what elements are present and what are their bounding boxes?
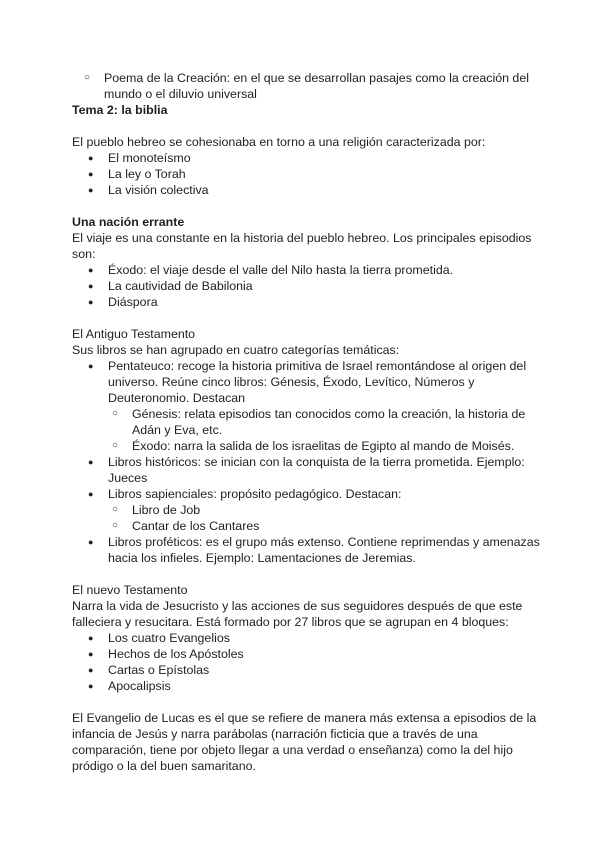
heading-antiguo-testamento: El Antiguo Testamento [72,327,196,341]
list-item-text: Apocalipsis [108,679,171,693]
list-item-text: Poema de la Creación: en el que se desarrollan pasajes como la creación del mundo o el diluvio universal [104,71,529,101]
sub-list-item [72,406,542,438]
bullet-icon: ● [88,281,94,291]
bullet-icon: ● [88,153,94,163]
sub-list-item [72,502,542,518]
bullet-icon: ● [88,185,94,195]
list-item-sapienciales [72,486,542,502]
list-item [72,294,542,310]
list-item [72,166,542,182]
list-item-text: La cautividad de Babilonia [108,279,253,293]
circle-bullet-icon: ○ [112,440,119,451]
list-item-text: Libros proféticos: es el grupo más extenso. Contiene reprimendas y amenazas hacia los infieles. Ejemplo: Lamentaciones de Jeremias. [108,535,540,565]
tema2-list [72,150,542,198]
list-item-text: Pentateuco: recoge la historia primitiva de Israel remontándose al origen del universo. Reúne cinco libros: Génesis, Éxodo, Levítico, Números y Deuteronomio. Destacan [108,359,527,405]
list-item-text: Cartas o Epístolas [108,663,210,677]
list-item-text: Libros sapienciales: propósito pedagógico. Destacan: [108,487,402,501]
list-item-text: La visión colectiva [108,183,209,197]
spacer [72,566,542,582]
bullet-icon: ● [88,297,94,307]
spacer [72,310,542,326]
bullet-icon: ● [88,649,94,659]
list-item [72,678,542,694]
bullet-icon: ● [88,457,94,467]
nuevo-intro: Narra la vida de Jesucristo y las acciones de sus seguidores después de que este falleciera y resucitara. Está formado por 27 libros que se agrupan en 4 bloques: [72,599,523,629]
bullet-icon: ● [88,537,94,547]
document-content [72,70,542,774]
list-item-text: Los cuatro Evangelios [108,631,230,645]
circle-bullet-icon: ○ [112,520,119,531]
list-item-text: La ley o Torah [108,167,186,181]
top-sublist [72,70,542,102]
list-item-text: Éxodo: narra la salida de los israelitas de Egipto al mando de Moisés. [132,439,515,453]
list-item-text: Cantar de los Cantares [132,519,260,533]
circle-bullet-icon: ○ [84,72,91,83]
heading-tema-2: Tema 2: la biblia [72,103,168,117]
sub-list-item [72,518,542,534]
list-item-pentateuco [72,358,542,406]
circle-bullet-icon: ○ [112,408,119,419]
list-item-historicos [72,454,542,486]
circle-bullet-icon: ○ [112,504,119,515]
spacer [72,118,542,134]
antiguo-list [72,358,542,566]
list-item [72,630,542,646]
list-item-poema [72,70,542,102]
bullet-icon: ● [88,681,94,691]
list-item-text: Éxodo: el viaje desde el valle del Nilo hasta la tierra prometida. [108,263,454,277]
nacion-list [72,262,542,310]
list-item [72,646,542,662]
nacion-intro: El viaje es una constante en la historia del pueblo hebreo. Los principales episodios son: [72,231,532,261]
bullet-icon: ● [88,169,94,179]
list-item-text: El monoteísmo [108,151,191,165]
list-item-text: Libro de Job [132,503,201,517]
bullet-icon: ● [88,265,94,275]
list-item [72,278,542,294]
spacer [72,198,542,214]
nuevo-list [72,630,542,694]
list-item [72,262,542,278]
list-item [72,150,542,166]
list-item [72,182,542,198]
sub-list-item [72,438,542,454]
bullet-icon: ● [88,633,94,643]
list-item-text: Diáspora [108,295,158,309]
list-item-text: Libros históricos: se inician con la conquista de la tierra prometida. Ejemplo: Jueces [108,455,525,485]
spacer [72,694,542,710]
heading-nacion-errante: Una nación errante [72,215,185,229]
antiguo-intro: Sus libros se han agrupado en cuatro categorías temáticas: [72,343,400,357]
list-item-profeticos [72,534,542,566]
list-item [72,662,542,678]
list-item-text: Hechos de los Apóstoles [108,647,244,661]
bullet-icon: ● [88,489,94,499]
list-item-text: Génesis: relata episodios tan conocidos como la creación, la historia de Adán y Eva, etc. [132,407,526,437]
tema2-intro: El pueblo hebreo se cohesionaba en torno a una religión caracterizada por: [72,135,486,149]
lucas-paragraph: El Evangelio de Lucas es el que se refiere de manera más extensa a episodios de la infancia de Jesús y narra parábolas (narración ficticia que a través de una comparación, tiene por objeto llegar a una verdad o enseñanza) como la del hijo pródigo o la del buen samaritano. [72,711,537,773]
bullet-icon: ● [88,361,94,371]
bullet-icon: ● [88,665,94,675]
heading-nuevo-testamento: El nuevo Testamento [72,583,188,597]
